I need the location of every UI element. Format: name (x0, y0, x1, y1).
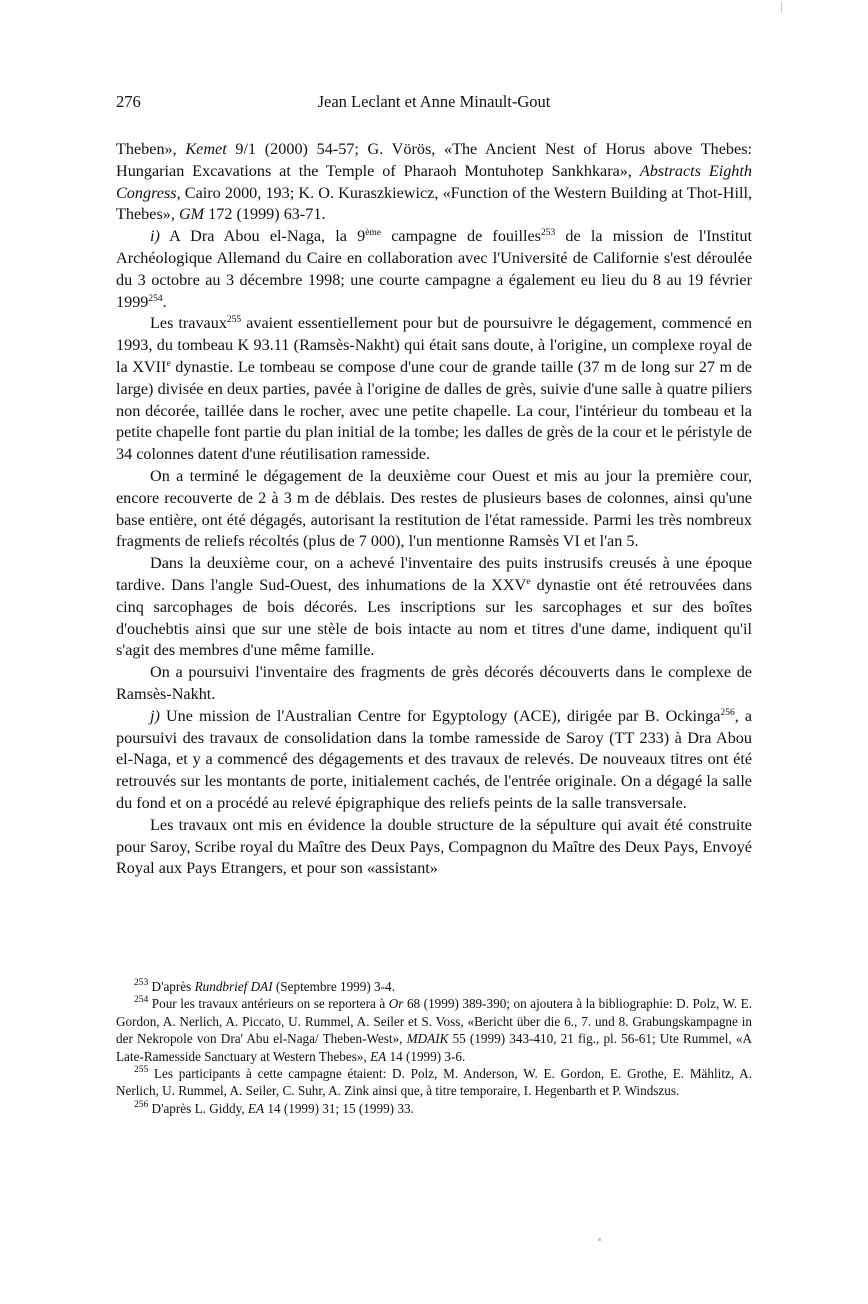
footnote-ref: 254 (148, 293, 163, 304)
footnote-255: $^{255}$ Les participants à cette campagne étaient: D. Polz, M. Anderson, W. E. Gordon, E. Grothe, E. Mählitz, A. Nerlich, U. Rummel, A. Seiler, C. Suhr, A. Zink ainsi que, à titre temporaire, I. Hegenbarth et P. Windszus. (116, 1065, 752, 1099)
paragraph-j: j) Une mission de l'Australian Centre for Egyptology (ACE), dirigée par B. Ockinga$^{256}$, a poursuivi des travaux de consolidation dans la tombe ramesside de Saroy (TT 233) à Dra Abou el-Naga, et y a commencé des dégagements et des travaux de relevés. De nouveaux titres ont été retrouvés sur les montants de porte, initialement cachés, de l'entrée originale. On a dégagé la salle du fond et on a procédé au relevé épigraphique des reliefs peints de la salle transversale. (116, 706, 753, 812)
paragraph-continuation: Theben», Kemet 9/1 (2000) 54-57; G. Vörös, «The Ancient Nest of Horus above Thebes: Hungarian Excavations at the Temple of Pharaoh Montuhotep Sankhkara», Abstracts Eighth Congress, Cairo 2000, 193; K. O. Kuraszkiewicz, «Function of the Western Building at Thot-Hill, Thebes», GM 172 (1999) 63-71. (116, 140, 752, 224)
running-title: Jean Leclant et Anne Minault-Gout (317, 92, 551, 111)
paragraph: On a poursuivi l'inventaire des fragments de grès décorés découverts dans le complexe de Ramsès-Nakht. (116, 663, 752, 703)
journal-title: Kemet (185, 140, 227, 158)
footnote-ref: 256 (720, 707, 735, 718)
paragraph: On a terminé le dégagement de la deuxième cour Ouest et mis au jour la première cour, encore recouverte de 2 à 3 m de déblais. Des restes de plusieurs bases de colonnes, ainsi qu'une base entière, ont été dégagés, autorisant la restitution de l'état ramesside. Parmi les très nombreux fragments de reliefs récoltés (plus de 7 000), l'un mentionne Ramsès VI et l'an 5. (116, 466, 752, 551)
journal-title: GM (178, 205, 205, 224)
footnote-253: $^{253}$ D'après Rundbrief DAI (Septembre 1999) 3-4. (134, 978, 395, 994)
paragraph: Dans la deuxième cour, on a achevé l'inventaire des puits instrusifs creusés à une époque tardive. Dans l'angle Sud-Ouest, des inhumations de la XXVe dynastie ont été retrouvées dans cinq sarcophages de bois décorés. Les inscriptions sur les sarcophages et sur des boîtes d'ouchebtis ainsi que sur une stèle de bois intacte au nom et titres d'une dame, indiquent qu'il s'agit des membres d'une même famille. (116, 554, 752, 660)
page-number: 276 (116, 92, 141, 111)
footnote-ref: 253 (541, 228, 556, 239)
paragraph: Les travaux$^{255}$ avaient essentiellement pour but de poursuivre le dégagement, commencé en 1993, du tombeau K 93.11 (Ramsès-Nakht) qui était sans doute, à l'origine, un complexe royal de la XVIIe dynastie. Le tombeau se compose d'une cour de grande taille (37 m de long sur 27 m de large) divisée en deux parties, pavée à l'origine de dalles de grès, suivie d'une salle à quatre piliers non décorée, taillée dans le rocher, avec une petite chapelle. La cour, l'intérieur du tombeau et la petite chapelle font partie du plan initial de la tombe; les dalles de grès de la cour et le péristyle de 34 colonnes datent d'une réutilisation ramesside. (116, 314, 752, 464)
scan-speck (598, 1238, 601, 1241)
paragraph-i: i) A Dra Abou el-Naga, la 9ème campagne de fouilles$^{253}$ de la mission de l'Institut Archéologique Allemand du Caire en collaboration avec l'Université de Californie s'est déroulée du 3 octobre au 3 décembre 1998; une courte campagne a également eu lieu du 8 au 19 février 1999$^{254}$. (116, 227, 752, 311)
journal-title: Abstracts Eighth Congress (116, 161, 752, 202)
footnote-256: $^{256}$ D'après L. Giddy, EA 14 (1999) 31; 15 (1999) 33. (134, 1099, 414, 1116)
scan-speck (781, 2, 782, 12)
footnote-254: $^{254}$ Pour les travaux antérieurs on se reportera à Or 68 (1999) 389-390; on ajoutera à la bibliographie: D. Polz, W. E. Gordon, A. Nerlich, A. Piccato, U. Rummel, A. Seiler et S. Voss, «Bericht über die 6., 7. und 8. Grabungskampagne in der Nekropole von Dra' Abu el-Naga/ Theben-West», MDAIK 55 (1999) 343-410, 21 fig., pl. 56-61; Ute Rummel, «A Late-Ramesside Sanctuary at Western Thebes», EA 14 (1999) 3-6. (116, 995, 753, 1064)
footnotes (116, 978, 752, 1117)
section-letter: i) (150, 227, 160, 246)
page-header (116, 90, 752, 114)
footnote-ref: 255 (226, 315, 242, 326)
section-letter: j) (150, 706, 160, 725)
paragraph: Les travaux ont mis en évidence la double structure de la sépulture qui avait été construite pour Saroy, Scribe royal du Maître des Deux Pays, Compagnon du Maître des Deux Pays, Envoyé Royal aux Pays Etrangers, et pour son «assistant» (116, 815, 752, 878)
main-text (116, 139, 752, 880)
